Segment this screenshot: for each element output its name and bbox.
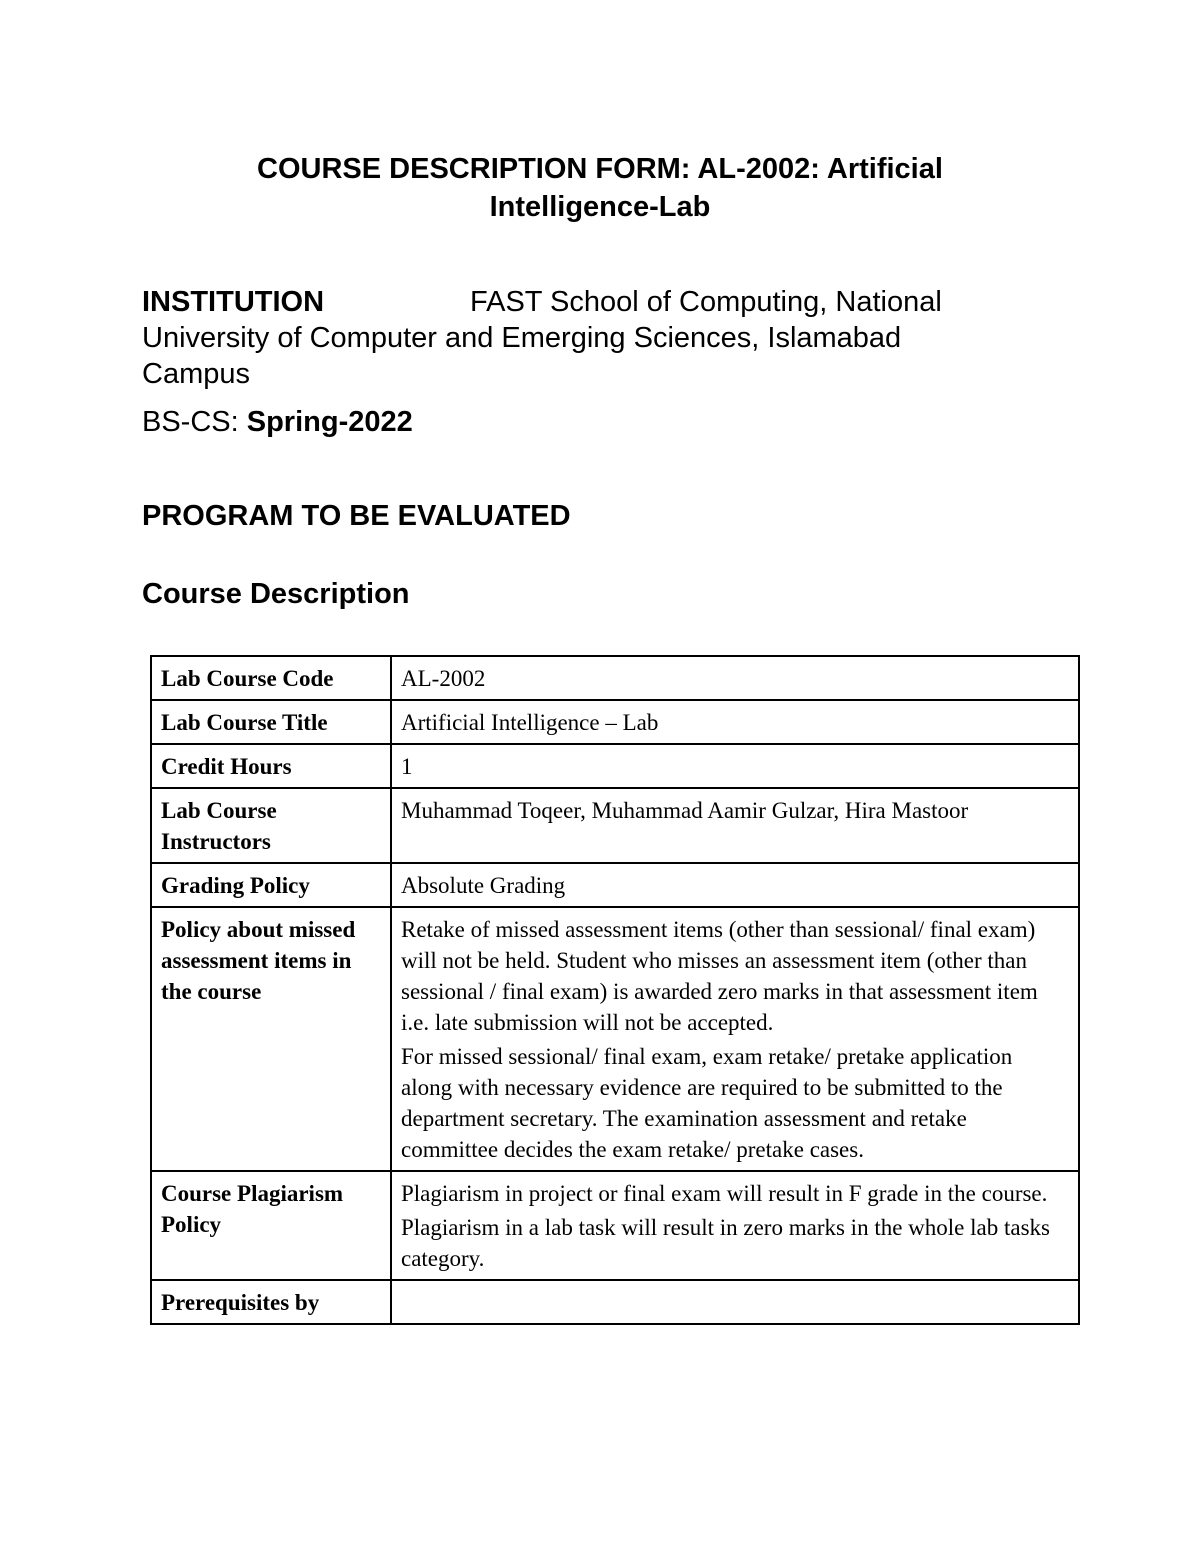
row-value-paragraph: 1 [401, 754, 413, 779]
row-value-paragraph: Muhammad Toqeer, Muhammad Aamir Gulzar, Hira Mastoor [401, 798, 969, 823]
institution-name-line-3: Campus [142, 358, 250, 390]
row-label: Course Plagiarism Policy [151, 1171, 391, 1280]
row-value-paragraph: Retake of missed assessment items (other than sessional/ final exam) will not be held. Student who misses an assessment item (other than sessional / final exam) is awarded zero marks in that assessment item i.e. late submission will not be accepted. [401, 917, 1038, 1035]
institution-block [142, 284, 1002, 392]
row-value [391, 863, 1079, 907]
table-row [151, 656, 1079, 700]
row-label: Prerequisites by [151, 1280, 391, 1324]
form-title-line-1: COURSE DESCRIPTION FORM: AL-2002: Artificial [257, 153, 943, 185]
program-to-be-evaluated-heading: PROGRAM TO BE EVALUATED [142, 500, 571, 532]
row-value [391, 1171, 1079, 1280]
table-row [151, 744, 1079, 788]
row-label: Lab Course Title [151, 700, 391, 744]
row-value [391, 656, 1079, 700]
row-value [391, 907, 1079, 1171]
form-title [150, 150, 1050, 226]
table-row [151, 1171, 1079, 1280]
row-value [391, 1280, 1079, 1324]
table-row [151, 788, 1079, 863]
table-row [151, 700, 1079, 744]
table-row [151, 1280, 1079, 1324]
row-label: Lab Course Code [151, 656, 391, 700]
form-title-line-2: Intelligence-Lab [489, 191, 711, 223]
row-value-paragraph: Artificial Intelligence – Lab [401, 710, 659, 735]
row-value-paragraph: For missed sessional/ final exam, exam retake/ pretake application along with necessary evidence are required to be submitted to the department secretary. The examination assessment and retake committee decides the exam retake/ pretake cases. [401, 1044, 1013, 1162]
program-prefix: BS-CS: [142, 406, 239, 438]
institution-name-line-2: University of Computer and Emerging Sciences, Islamabad [142, 322, 902, 354]
row-label: Credit Hours [151, 744, 391, 788]
institution-label: INSTITUTION [142, 286, 325, 318]
course-description-heading: Course Description [142, 578, 410, 610]
table-row [151, 863, 1079, 907]
institution-name-line-1: FAST School of Computing, National [470, 286, 942, 318]
row-value [391, 700, 1079, 744]
row-value [391, 788, 1079, 863]
program-term-value: Spring-2022 [246, 406, 413, 438]
table-row [151, 907, 1079, 1171]
row-value-paragraph [401, 1287, 1069, 1318]
row-value-paragraph: AL-2002 [401, 666, 486, 691]
row-label: Policy about missed assessment items in the course [151, 907, 391, 1171]
program-term [142, 404, 413, 440]
row-value-paragraph: Absolute Grading [401, 873, 566, 898]
row-value-paragraph: Plagiarism in a lab task will result in zero marks in the whole lab tasks category. [401, 1215, 1050, 1271]
course-description-table [150, 655, 1080, 1325]
row-value-paragraph: Plagiarism in project or final exam will result in F grade in the course. [401, 1181, 1048, 1206]
row-label: Lab Course Instructors [151, 788, 391, 863]
row-value [391, 744, 1079, 788]
row-label: Grading Policy [151, 863, 391, 907]
